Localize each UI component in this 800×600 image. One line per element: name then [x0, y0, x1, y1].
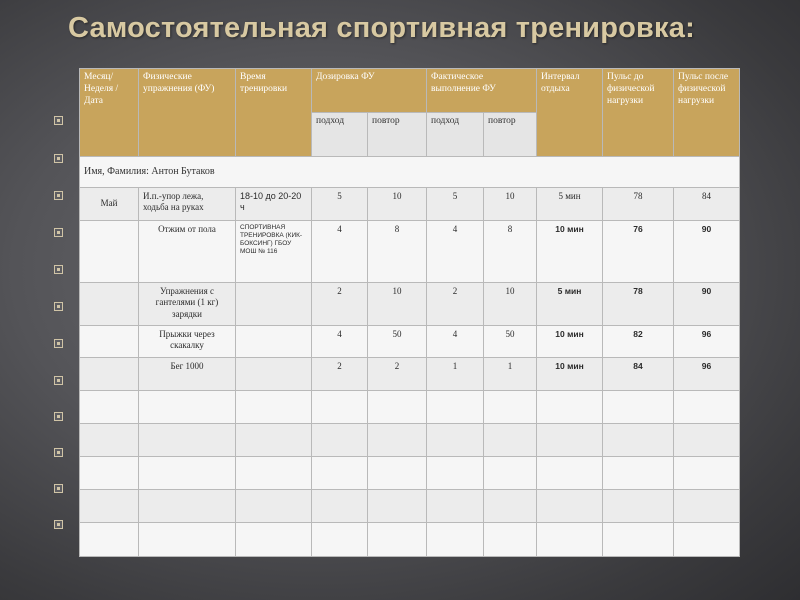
cell-pulse-before: 78: [603, 283, 674, 326]
cell-pulse-after: 96: [674, 326, 740, 358]
cell-exercise: И.п.-упор лежа, ходьба на руках: [139, 188, 236, 221]
table-row: [80, 283, 740, 326]
cell-dose-approach: 4: [312, 326, 368, 358]
subheader-dose-repeat: повтор: [368, 113, 427, 157]
cell-interval: 10 мин: [537, 221, 603, 283]
header-actual: Фактическое выполнение ФУ: [427, 69, 537, 113]
cell-pulse-after: 84: [674, 188, 740, 221]
cell-pulse-after: 96: [674, 358, 740, 391]
cell-exercise: Прыжки через скакалку: [139, 326, 236, 358]
cell-exercise: Упражнения с гантелями (1 кг) зарядки: [139, 283, 236, 326]
cell-pulse-before: 76: [603, 221, 674, 283]
square-bullet-icon: [54, 302, 63, 311]
cell-dose-repeat: 50: [368, 326, 427, 358]
cell-dose-repeat: 8: [368, 221, 427, 283]
cell-date: Май: [80, 188, 139, 221]
cell-pulse-before: 78: [603, 188, 674, 221]
cell-dose-approach: 5: [312, 188, 368, 221]
cell-actual-repeat: 1: [484, 358, 537, 391]
square-bullet-icon: [54, 484, 63, 493]
cell-pulse-after: 90: [674, 221, 740, 283]
cell-date: [80, 326, 139, 358]
header-exercises: Физические упражнения (ФУ): [139, 69, 236, 157]
empty-row: [80, 391, 740, 424]
cell-time: СПОРТИВНАЯ ТРЕНИРОВКА (КИК-БОКСИНГ) ГБОУ МОШ № 116: [236, 221, 312, 283]
table-row: [80, 221, 740, 283]
subheader-actual-approach: подход: [427, 113, 484, 157]
empty-row: [80, 424, 740, 457]
header-pulse-before: Пульс до физической нагрузки: [603, 69, 674, 157]
table-row: [80, 358, 740, 391]
cell-actual-approach: 4: [427, 326, 484, 358]
slide-title: Самостоятельная спортивная тренировка:: [68, 12, 695, 44]
name-row-filler: [427, 157, 740, 188]
cell-actual-repeat: 8: [484, 221, 537, 283]
header-pulse-after: Пульс после физической нагрузки: [674, 69, 740, 157]
cell-dose-approach: 4: [312, 221, 368, 283]
cell-pulse-before: 82: [603, 326, 674, 358]
cell-actual-repeat: 10: [484, 188, 537, 221]
cell-dose-repeat: 10: [368, 283, 427, 326]
cell-date: [80, 358, 139, 391]
header-dose: Дозировка ФУ: [312, 69, 427, 113]
cell-date: [80, 283, 139, 326]
square-bullet-icon: [54, 520, 63, 529]
empty-row: [80, 457, 740, 490]
square-bullet-icon: [54, 339, 63, 348]
header-date: Месяц/ Неделя / Дата: [80, 69, 139, 157]
square-bullet-icon: [54, 116, 63, 125]
cell-dose-repeat: 10: [368, 188, 427, 221]
cell-time: [236, 326, 312, 358]
cell-exercise: Бег 1000: [139, 358, 236, 391]
subheader-dose-approach: подход: [312, 113, 368, 157]
empty-row: [80, 523, 740, 557]
square-bullet-icon: [54, 376, 63, 385]
cell-exercise: Отжим от пола: [139, 221, 236, 283]
header-interval: Интервал отдыха: [537, 69, 603, 157]
cell-dose-repeat: 2: [368, 358, 427, 391]
cell-time: [236, 283, 312, 326]
cell-time: 18-10 до 20-20 ч: [236, 188, 312, 221]
square-bullet-icon: [54, 265, 63, 274]
cell-dose-approach: 2: [312, 283, 368, 326]
bullet-list: [54, 0, 68, 600]
empty-row: [80, 490, 740, 523]
cell-actual-approach: 1: [427, 358, 484, 391]
table-row: [80, 188, 740, 221]
cell-actual-approach: 4: [427, 221, 484, 283]
cell-interval: 5 мин: [537, 188, 603, 221]
header-time: Время тренировки: [236, 69, 312, 157]
athlete-name: Имя, Фамилия: Антон Бутаков: [80, 157, 427, 188]
square-bullet-icon: [54, 154, 63, 163]
square-bullet-icon: [54, 191, 63, 200]
cell-pulse-after: 90: [674, 283, 740, 326]
cell-interval: 10 мин: [537, 326, 603, 358]
cell-time: [236, 358, 312, 391]
table-row: [80, 326, 740, 358]
square-bullet-icon: [54, 448, 63, 457]
cell-actual-repeat: 50: [484, 326, 537, 358]
cell-interval: 5 мин: [537, 283, 603, 326]
cell-actual-approach: 2: [427, 283, 484, 326]
cell-interval: 10 мин: [537, 358, 603, 391]
cell-date: [80, 221, 139, 283]
cell-dose-approach: 2: [312, 358, 368, 391]
cell-actual-repeat: 10: [484, 283, 537, 326]
square-bullet-icon: [54, 228, 63, 237]
name-row: [80, 157, 740, 188]
cell-actual-approach: 5: [427, 188, 484, 221]
square-bullet-icon: [54, 412, 63, 421]
training-table: [79, 68, 740, 557]
cell-pulse-before: 84: [603, 358, 674, 391]
subheader-actual-repeat: повтор: [484, 113, 537, 157]
